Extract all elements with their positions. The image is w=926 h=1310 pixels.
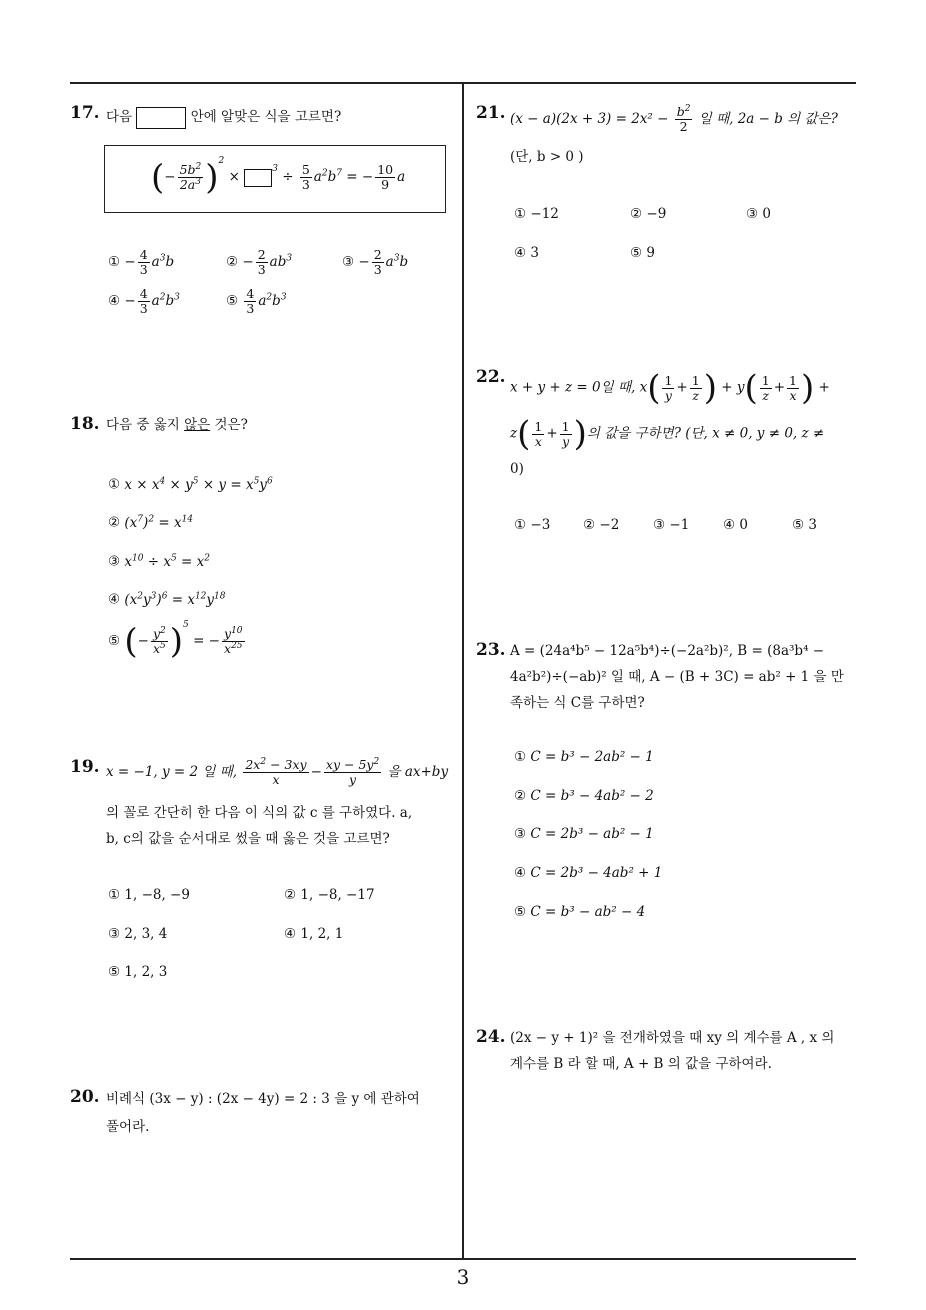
option-5[interactable]: ⑤ (− $\frac{y^2}{x^5}$ )$^5$ = − $\frac{y^{10}}{x^{25}}$ — [108, 620, 243, 662]
option-2[interactable]: ② −2 — [583, 517, 620, 533]
question-prompt-line2: 의 꼴로 간단히 한 다음 이 식의 값 c 를 구하였다. a, — [106, 805, 413, 821]
option-1[interactable]: ① $x \times x^4 \times y^5 \times y = x^5y^6$ — [108, 476, 273, 493]
option-4[interactable]: ④ 0 — [723, 517, 748, 533]
option-1[interactable]: ① 1, −8, −9 — [108, 887, 190, 903]
question-number: 17. — [70, 103, 100, 123]
option-4[interactable]: ④ 1, 2, 1 — [284, 926, 344, 942]
option-2[interactable]: ② 1, −8, −17 — [284, 887, 375, 903]
question-number: 23. — [476, 640, 506, 660]
option-1[interactable]: ① −12 — [514, 206, 559, 222]
question-prompt: 다음 안에 알맞은 식을 고르면? — [106, 102, 341, 132]
option-4[interactable]: ④ − $\frac{4}{3}$ $a^2b^3$ — [108, 286, 180, 316]
column-divider — [462, 84, 464, 1259]
question-number: 19. — [70, 757, 100, 777]
equation-box — [104, 145, 446, 213]
question-prompt-line1: (2x − y + 1)² 을 전개하였을 때 xy 의 계수를 A , x 의 — [510, 1030, 835, 1046]
page-number: 3 — [456, 1265, 470, 1289]
question-prompt-line2: (단, b > 0 ) — [510, 149, 584, 165]
option-5[interactable]: ⑤ 1, 2, 3 — [108, 964, 168, 980]
option-1[interactable]: ① − $\frac{4}{3}$ $a^3b$ — [108, 247, 175, 277]
option-5[interactable]: ⑤ C = b³ − ab² − 4 — [514, 904, 646, 920]
option-4[interactable]: ④ 3 — [514, 245, 539, 261]
option-3[interactable]: ③ −1 — [653, 517, 690, 533]
question-prompt: 다음 중 옳지 않은 것은? — [106, 417, 248, 433]
question-number: 21. — [476, 103, 506, 123]
option-2[interactable]: ② −9 — [630, 206, 667, 222]
option-3[interactable]: ③ C = 2b³ − ab² − 1 — [514, 826, 654, 842]
question-prompt-line2: z( $\frac{1}{x}$ + $\frac{1}{y}$ )의 값을 구하면? (단, x ≠ 0, y ≠ 0, z ≠ — [510, 414, 825, 454]
answer-blank-box — [136, 107, 186, 129]
question-prompt-line2: 4a²b²)÷(−ab)² 일 때, A − (B + 3C) = ab² + 1 을 만 — [510, 669, 844, 685]
question-number: 18. — [70, 414, 100, 434]
option-2[interactable]: ② − $\frac{2}{3}$ $ab^3$ — [226, 247, 293, 277]
question-prompt-line1: x = −1, y = 2 일 때, $\frac{2x^2 - 3xy}{x}$ − $\frac{xy - 5y^2}{y}$ 을 ax+by — [106, 757, 449, 787]
question-number: 22. — [476, 367, 506, 387]
option-5[interactable]: ⑤ 3 — [792, 517, 817, 533]
question-number: 20. — [70, 1087, 100, 1107]
question-number: 24. — [476, 1027, 506, 1047]
option-3[interactable]: ③ 0 — [746, 206, 771, 222]
option-3[interactable]: ③ $x^{10} \div x^5 = x^2$ — [108, 553, 210, 570]
question-prompt-line1: x + y + z = 0일 때, x( $\frac{1}{y}$ + $\frac{1}{z}$ ) + y( $\frac{1}{z}$ + $\frac{1}{x}$ ) + — [510, 368, 830, 408]
equation: (− $\frac{5b^2}{2a^3}$ )$^2$ × $^3$ ÷ $\frac{5}{3}$ $a^2b^7$ = − $\frac{10}{9}$ a — [151, 156, 406, 198]
question-prompt-line3: 0) — [510, 461, 524, 477]
option-4[interactable]: ④ $(x^2y^3)^6 = x^{12}y^{18}$ — [108, 591, 226, 608]
option-3[interactable]: ③ − $\frac{2}{3}$ $a^3b$ — [342, 247, 409, 277]
question-prompt-line3: b, c의 값을 순서대로 썼을 때 옳은 것을 고르면? — [106, 831, 390, 847]
option-1[interactable]: ① C = b³ − 2ab² − 1 — [514, 749, 654, 765]
option-3[interactable]: ③ 2, 3, 4 — [108, 926, 168, 942]
question-prompt-line1: (x − a)(2x + 3) = 2x² − $\frac{b^2}{2}$ 일 때, 2a − b 의 값은? — [510, 104, 838, 134]
question-prompt-line1: 비례식 (3x − y) : (2x − 4y) = 2 : 3 을 y 에 관하여 — [106, 1091, 420, 1107]
bottom-rule — [70, 1258, 856, 1260]
option-2[interactable]: ② C = b³ − 4ab² − 2 — [514, 788, 654, 804]
question-prompt-line2: 풀어라. — [106, 1119, 150, 1135]
question-prompt-line2: 계수를 B 라 할 때, A + B 의 값을 구하여라. — [510, 1056, 772, 1072]
question-prompt-line1: A = (24a⁴b⁵ − 12a⁵b⁴)÷(−2a²b)², B = (8a³b⁴ − — [510, 643, 825, 659]
option-2[interactable]: ② $(x^7)^2 = x^{14}$ — [108, 514, 194, 531]
answer-blank-box — [244, 169, 272, 187]
option-5[interactable]: ⑤ $\frac{4}{3}$ $a^2b^3$ — [226, 286, 287, 316]
question-prompt-line3: 족하는 식 C를 구하면? — [510, 695, 645, 711]
option-1[interactable]: ① −3 — [514, 517, 551, 533]
option-4[interactable]: ④ C = 2b³ − 4ab² + 1 — [514, 865, 663, 881]
option-5[interactable]: ⑤ 9 — [630, 245, 655, 261]
